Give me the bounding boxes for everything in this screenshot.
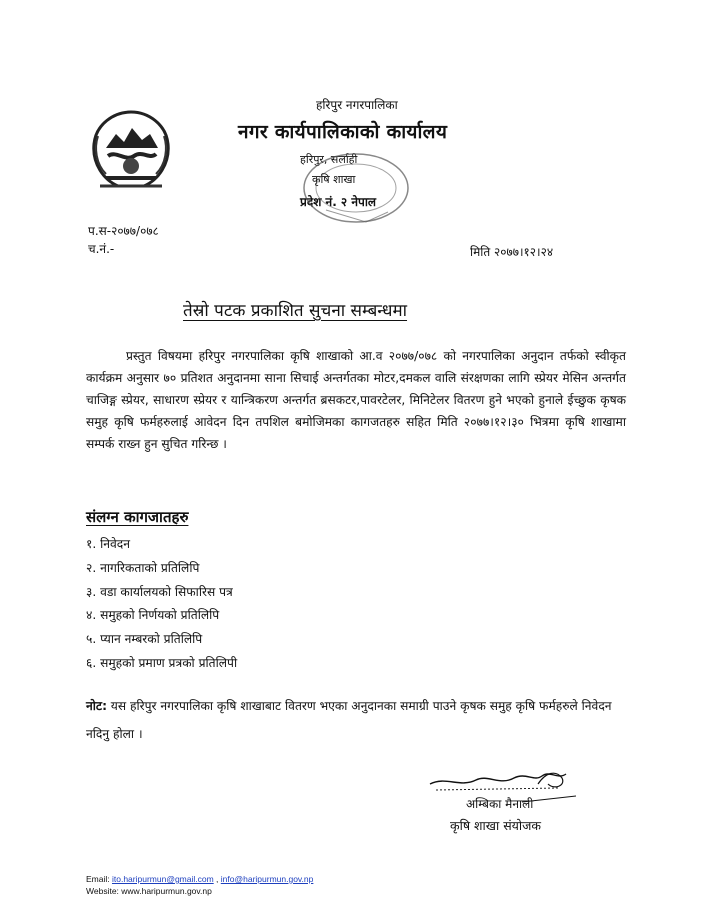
municipality-name: हरिपुर नगरपालिका	[316, 98, 398, 112]
office-stamp-icon	[296, 148, 416, 230]
reference-number: प.स-२०७७/०७८	[88, 224, 159, 238]
notice-body: प्रस्तुत विषयमा हरिपुर नगरपालिका कृषि शाखाको आ.व २०७७/०७८ को नगरपालिका अनुदान तर्फको स्वीकृत कार्यक्रम अनुसार ७० प्रतिशत अनुदानमा साना सिचाई अन्तर्गतका मोटर,दमकल वालि संरक्षणका लागि स्प्रेयर मेसिन अन्तर्गत चाजिङ्ग स्प्रेयर, साधारण स्प्रेयर र यान्त्रिकरण अन्तर्गत ब्रसकटर,पावरटेलर, मिनिटेलर वितरण हुने भएको हुनाले ईच्छुक कृषक समुह कृषि फर्महरुलाई आवेदन दिन तपशिल बमोजिमका कागजतहरु सहित मिति २०७७।१२।३० भित्रमा कृषि शाखामा सम्पर्क राख्न हुन सुचित गरिन्छ ।	[86, 349, 626, 451]
attachment-item: ४. समुहको निर्णयको प्रतिलिपि	[86, 608, 220, 623]
website-label: Website:	[86, 886, 122, 896]
office-location: हरिपुर, सर्लाही	[300, 153, 358, 166]
attachment-item: ६. समुहको प्रमाण प्रत्रको प्रतिलिपी	[86, 655, 238, 670]
office-branch: कृषि शाखा	[312, 173, 356, 186]
attachment-item: १. निवेदन	[86, 537, 131, 551]
office-province: प्रदेश नं. २ नेपाल	[300, 195, 377, 209]
office-title: नगर कार्यपालिकाको कार्यालय	[238, 121, 448, 143]
email-separator: ,	[213, 874, 221, 884]
dispatch-number: च.नं.-	[88, 242, 115, 256]
attachment-item: ३. वडा कार्यालयको सिफारिस पत्र	[86, 584, 233, 599]
email-label: Email:	[86, 874, 112, 884]
footer-email-line	[86, 874, 313, 884]
attachment-item: २. नागरिकताको प्रतिलिपि	[86, 560, 200, 575]
email-link-primary[interactable]: ito.haripurmun@gmail.com	[111, 874, 214, 884]
footer-website-line	[86, 886, 212, 896]
signatory-title: कृषि शाखा संयोजक	[450, 818, 542, 833]
attachment-item: ५. प्यान नम्बरको प्रतिलिपि	[86, 632, 203, 647]
attachments-heading: संलग्न कागजातहरु	[86, 508, 189, 526]
note-label: नोट:	[86, 699, 107, 713]
subject-heading: तेस्रो पटक प्रकाशित सुचना सम्बन्धमा	[183, 301, 408, 321]
letter-date: मिति २०७७।१२।२४	[470, 245, 554, 259]
attachments-list	[86, 533, 237, 676]
signatory-name: अम्बिका मैनाली	[466, 797, 534, 811]
email-link-secondary[interactable]: info@haripurmun.gov.np	[220, 874, 314, 884]
note-text: यस हरिपुर नगरपालिका कृषि शाखाबाट वितरण भएका अनुदानका समाग्री पाउने कृषक समुह कृषि फर्महरुले निवेदन नदिनु होला ।	[86, 699, 612, 741]
note-paragraph	[86, 692, 626, 748]
nepal-emblem-icon	[86, 108, 176, 194]
website-link[interactable]: www.haripurmun.gov.np	[121, 886, 212, 896]
